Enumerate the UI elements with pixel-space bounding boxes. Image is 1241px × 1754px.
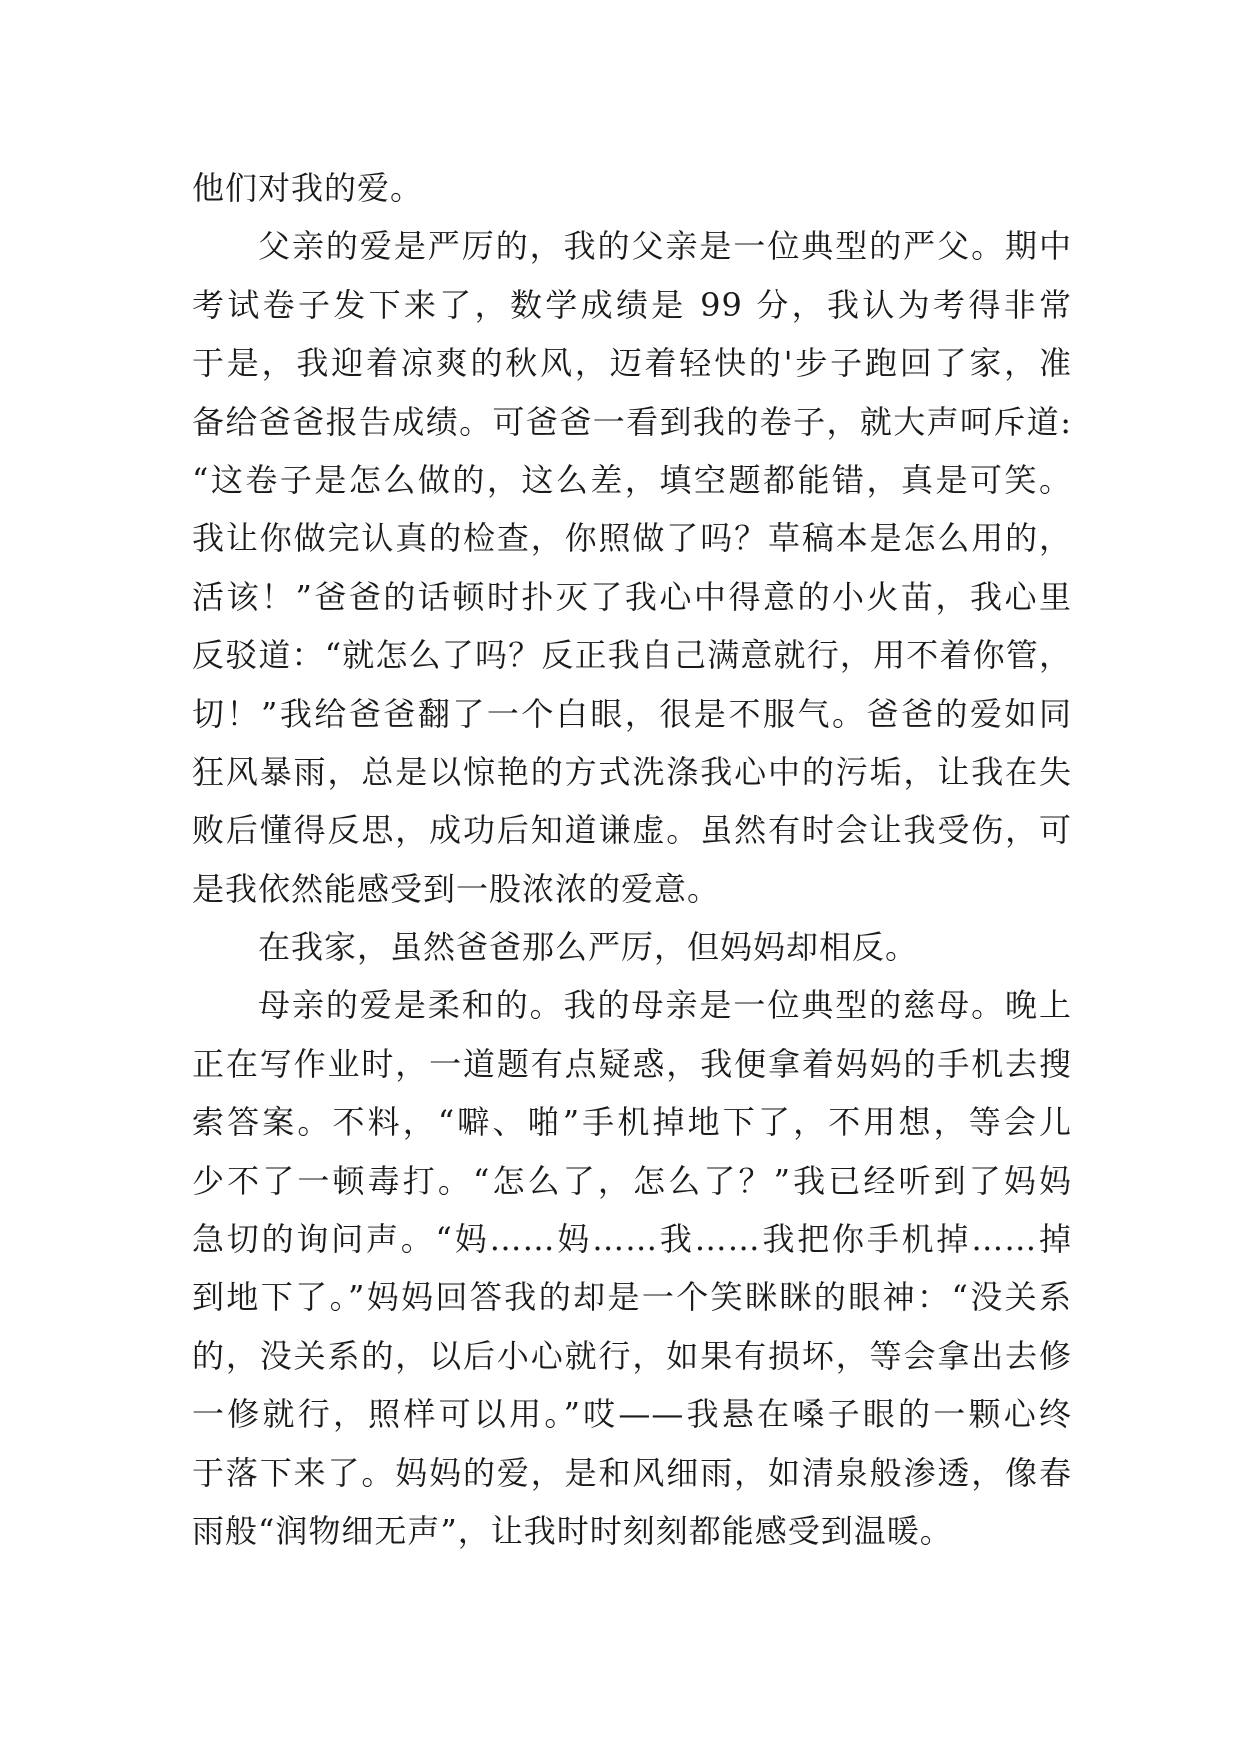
text-line: 正在写作业时，一道题有点疑惑，我便拿着妈妈的手机去搜 [192,1044,1072,1083]
text-line: 一修就行，照样可以用。”哎——我悬在嗓子眼的一颗心终 [192,1395,1072,1434]
document-body [192,159,1072,1560]
text-line: 反驳道：“就怎么了吗？反正我自己满意就行，用不着你管， [192,636,1072,675]
text-line: 是我依然能感受到一股浓浓的爱意。 [192,869,721,908]
paragraph-first-line: 在我家，虽然爸爸那么严厉，但妈妈却相反。 [258,928,919,967]
text-line: 他们对我的爱。 [192,169,424,207]
text-line: “这卷子是怎么做的，这么差，填空题都能错，真是可笑。 [192,460,1072,499]
paragraph-first-line: 父亲的爱是严厉的，我的父亲是一位典型的严父。期中 [258,227,1072,266]
text-line: 败后懂得反思，成功后知道谦虚。虽然有时会让我受伤，可 [192,811,1072,850]
text-line: 于落下来了。妈妈的爱，是和风细雨，如清泉般渗透，像春 [192,1453,1072,1492]
text-line: 的，没关系的，以后小心就行，如果有损坏，等会拿出去修 [192,1336,1072,1375]
text-line: 切！”我给爸爸翻了一个白眼，很是不服气。爸爸的爱如同 [192,694,1072,733]
text-line: 我让你做完认真的检查，你照做了吗？草稿本是怎么用的， [192,519,1072,558]
text-line: 急切的询问声。“妈……妈……我……我把你手机掉……掉 [192,1220,1072,1259]
text-line: 雨般“润物细无声”，让我时时刻刻都能感受到温暖。 [192,1511,953,1550]
paragraph-first-line: 母亲的爱是柔和的。我的母亲是一位典型的慈母。晚上 [258,986,1072,1025]
text-line: 活该！”爸爸的话顿时扑灭了我心中得意的小火苗，我心里 [192,577,1072,616]
text-line: 于是，我迎着凉爽的秋风，迈着轻快的'步子跑回了家，准 [192,344,1072,383]
text-line: 狂风暴雨，总是以惊艳的方式洗涤我心中的污垢，让我在失 [192,752,1072,791]
text-line: 考试卷子发下来了，数学成绩是 99 分，我认为考得非常 [192,285,1072,324]
text-line: 到地下了。”妈妈回答我的却是一个笑眯眯的眼神：“没关系 [192,1278,1072,1317]
text-line: 索答案。不料，“噼、啪”手机掉地下了，不用想，等会儿 [192,1103,1072,1142]
text-line: 备给爸爸报告成绩。可爸爸一看到我的卷子，就大声呵斥道: [192,402,1072,441]
text-line: 少不了一顿毒打。“怎么了，怎么了？”我已经听到了妈妈 [192,1161,1072,1200]
